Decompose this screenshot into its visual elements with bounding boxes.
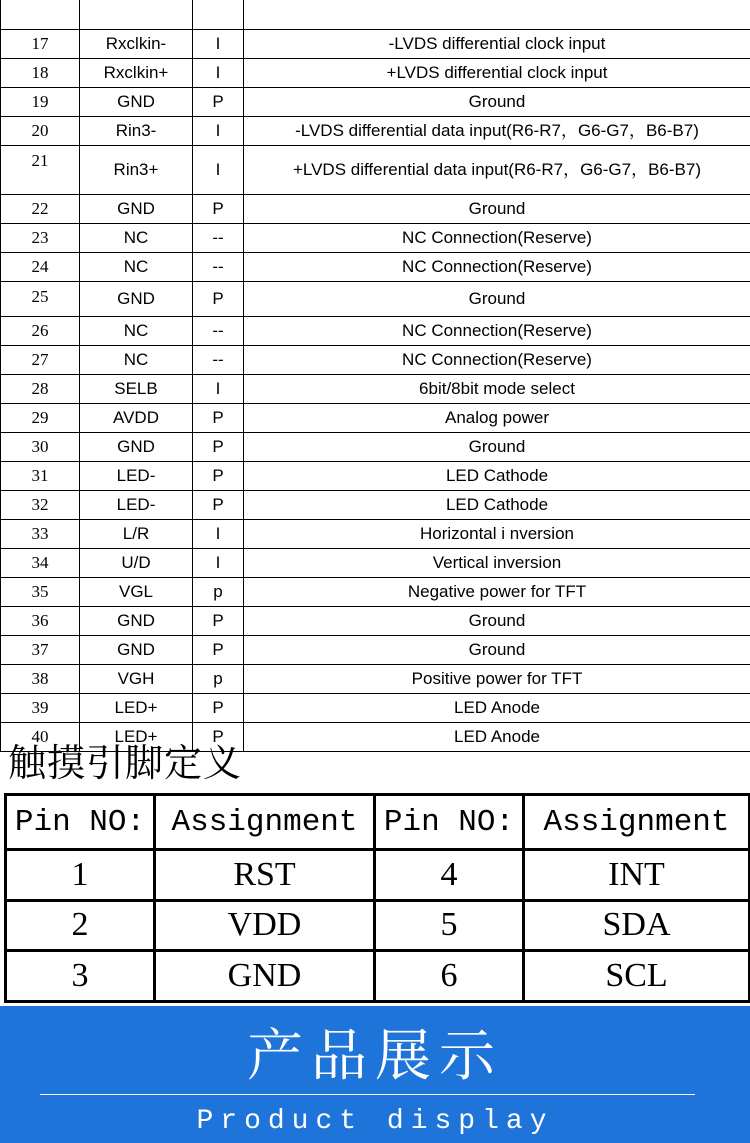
pin-io-type: p [193, 664, 244, 693]
touch-pin-number: 4 [375, 850, 524, 901]
pin-number: 18 [1, 58, 80, 87]
product-display-banner [0, 1006, 750, 1143]
table-row [1, 635, 750, 664]
pin-symbol: U/D [80, 548, 193, 577]
pin-number: 25 [1, 281, 80, 316]
pin-number: 17 [1, 29, 80, 58]
pin-io-type: I [193, 58, 244, 87]
pin-description: LED Anode [244, 722, 750, 751]
table-row [1, 606, 750, 635]
pin-io-type: -- [193, 316, 244, 345]
pin-description: NC Connection(Reserve) [244, 223, 750, 252]
pin-symbol: VGL [80, 577, 193, 606]
pin-io-type: P [193, 281, 244, 316]
pin-description: Vertical inversion [244, 548, 750, 577]
table-row [1, 374, 750, 403]
pin-io-type: -- [193, 345, 244, 374]
pin-number: 28 [1, 374, 80, 403]
pin-symbol: Rxclkin- [80, 29, 193, 58]
banner-title: 产品展示 [247, 1024, 503, 1089]
pin-number: 37 [1, 635, 80, 664]
pin-number: 29 [1, 403, 80, 432]
pin-number: 26 [1, 316, 80, 345]
touch-pin-assignment: VDD [155, 900, 375, 951]
table-row [1, 116, 750, 145]
table-row [1, 87, 750, 116]
pin-io-type: P [193, 722, 244, 751]
touch-pin-assignment: SDA [524, 900, 750, 951]
touch-table-header-row [6, 795, 750, 850]
pin-description: NC Connection(Reserve) [244, 252, 750, 281]
pin-symbol: NC [80, 223, 193, 252]
pin-description: +LVDS differential data input(R6-R7，G6-G7，B6-B7) [244, 145, 750, 194]
table-row [1, 281, 750, 316]
table-row [1, 577, 750, 606]
pin-io-type: I [193, 145, 244, 194]
pin-io-type: I [193, 29, 244, 58]
pin-number: 31 [1, 461, 80, 490]
table-top-edge-row [1, 0, 750, 29]
pin-number: 36 [1, 606, 80, 635]
pin-symbol: GND [80, 281, 193, 316]
pin-symbol: GND [80, 432, 193, 461]
assignment-header: Assignment [524, 795, 750, 850]
pin-io-type: P [193, 194, 244, 223]
pin-symbol: Rin3- [80, 116, 193, 145]
pin-description: LED Cathode [244, 461, 750, 490]
table-row [1, 345, 750, 374]
pin-description: Positive power for TFT [244, 664, 750, 693]
table-row [1, 519, 750, 548]
pin-io-type: -- [193, 223, 244, 252]
pin-number: 30 [1, 432, 80, 461]
pin-io-type: I [193, 374, 244, 403]
touch-pin-heading: 触摸引脚定义 [8, 741, 243, 785]
pin-description: LED Anode [244, 693, 750, 722]
pin-symbol: LED+ [80, 722, 193, 751]
pin-number: 23 [1, 223, 80, 252]
pin-symbol: NC [80, 252, 193, 281]
touch-pin-number: 1 [6, 850, 155, 901]
pin-description: -LVDS differential clock input [244, 29, 750, 58]
pin-io-type: I [193, 519, 244, 548]
touch-pin-number: 5 [375, 900, 524, 951]
pin-description: Ground [244, 194, 750, 223]
pin-symbol: LED- [80, 490, 193, 519]
pin-description: Ground [244, 281, 750, 316]
pin-symbol: AVDD [80, 403, 193, 432]
pin-number: 38 [1, 664, 80, 693]
pin-io-type: P [193, 635, 244, 664]
table-row [1, 316, 750, 345]
pin-number: 19 [1, 87, 80, 116]
touch-table-row [6, 850, 750, 901]
pin-io-type: P [193, 87, 244, 116]
touch-pin-number: 6 [375, 951, 524, 1002]
touch-pin-table [4, 793, 750, 1003]
banner-subtitle: Product display [196, 1106, 554, 1137]
table-row [1, 194, 750, 223]
pin-io-type: I [193, 116, 244, 145]
pin-description: Negative power for TFT [244, 577, 750, 606]
table-row [1, 252, 750, 281]
assignment-header: Assignment [155, 795, 375, 850]
table-row [1, 548, 750, 577]
pin-description: -LVDS differential data input(R6-R7，G6-G7，B6-B7) [244, 116, 750, 145]
pin-description: Ground [244, 432, 750, 461]
pin-number: 40 [1, 722, 80, 751]
touch-pin-assignment: SCL [524, 951, 750, 1002]
pin-description: 6bit/8bit mode select [244, 374, 750, 403]
pin-number: 34 [1, 548, 80, 577]
pin-number: 32 [1, 490, 80, 519]
table-row [1, 461, 750, 490]
table-row [1, 664, 750, 693]
touch-pin-assignment: GND [155, 951, 375, 1002]
pin-number: 39 [1, 693, 80, 722]
pin-io-type: P [193, 693, 244, 722]
pin-description: NC Connection(Reserve) [244, 316, 750, 345]
pin-number: 33 [1, 519, 80, 548]
pin-description: NC Connection(Reserve) [244, 345, 750, 374]
pin-symbol: GND [80, 87, 193, 116]
pin-symbol: GND [80, 606, 193, 635]
touch-table-row [6, 951, 750, 1002]
table-row [1, 223, 750, 252]
pin-description: Ground [244, 635, 750, 664]
pin-symbol: GND [80, 194, 193, 223]
pin-io-type: P [193, 606, 244, 635]
pin-symbol: NC [80, 316, 193, 345]
pin-io-type: P [193, 432, 244, 461]
pin-io-type: p [193, 577, 244, 606]
touch-pin-number: 3 [6, 951, 155, 1002]
touch-table-row [6, 900, 750, 951]
pin-symbol: SELB [80, 374, 193, 403]
pin-number: 27 [1, 345, 80, 374]
pin-number: 21 [1, 145, 80, 194]
pin-description: Analog power [244, 403, 750, 432]
touch-pin-assignment: RST [155, 850, 375, 901]
pin-symbol: LED+ [80, 693, 193, 722]
table-row [1, 403, 750, 432]
pin-symbol: Rin3+ [80, 145, 193, 194]
pin-symbol: NC [80, 345, 193, 374]
touch-pin-number: 2 [6, 900, 155, 951]
table-row [1, 58, 750, 87]
pin-number: 22 [1, 194, 80, 223]
table-row [1, 432, 750, 461]
pin-symbol: GND [80, 635, 193, 664]
pin-symbol: Rxclkin+ [80, 58, 193, 87]
pin-number: 20 [1, 116, 80, 145]
pin-io-type: P [193, 403, 244, 432]
pin-description: LED Cathode [244, 490, 750, 519]
pin-symbol: L/R [80, 519, 193, 548]
pin-io-type: P [193, 490, 244, 519]
pin-description: +LVDS differential clock input [244, 58, 750, 87]
pin-io-type: P [193, 461, 244, 490]
pin-io-type: -- [193, 252, 244, 281]
pin-no-header: Pin NO: [375, 795, 524, 850]
pin-number: 35 [1, 577, 80, 606]
banner-divider [40, 1094, 695, 1095]
pin-symbol: VGH [80, 664, 193, 693]
table-row [1, 29, 750, 58]
pin-description: Horizontal i nversion [244, 519, 750, 548]
table-row [1, 490, 750, 519]
table-row [1, 145, 750, 194]
pin-number: 24 [1, 252, 80, 281]
pin-description: Ground [244, 606, 750, 635]
touch-pin-assignment: INT [524, 850, 750, 901]
pin-symbol: LED- [80, 461, 193, 490]
pin-description: Ground [244, 87, 750, 116]
pin-no-header: Pin NO: [6, 795, 155, 850]
table-row [1, 693, 750, 722]
pin-io-type: I [193, 548, 244, 577]
